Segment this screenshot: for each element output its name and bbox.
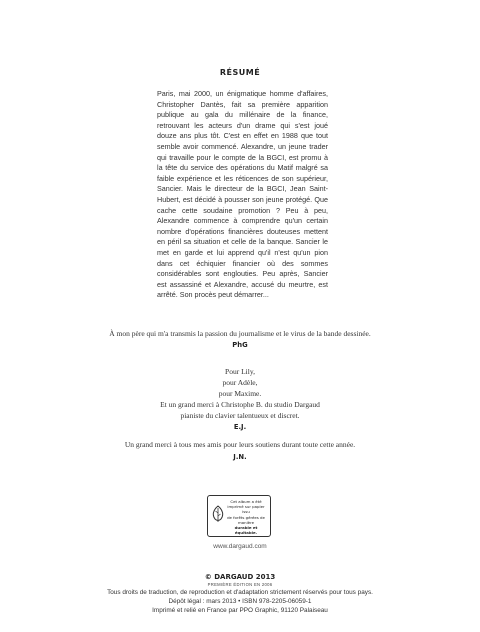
dedication-ej-line-3: pour Maxime. bbox=[218, 389, 262, 398]
website-url: www.dargaud.com bbox=[213, 543, 267, 550]
dedication-phg: À mon père qui m'a transmis la passion du journalisme et le virus de la bande dessinée. bbox=[109, 329, 371, 338]
dedication-jn: Un grand merci à tous mes amis pour leurs soutiens durant toute cette année. bbox=[124, 440, 356, 449]
eco-label-text: Cet album a été imprimé sur papier issu de forêts gérées de manière durable et équitable. bbox=[227, 499, 265, 536]
legal-deposit: Dépôt légal : mars 2013 • ISBN 978-2205-06059-1 bbox=[168, 598, 312, 605]
eco-label bbox=[207, 495, 271, 537]
signature-ej: E.J. bbox=[233, 423, 247, 431]
dedication-ej-line-2: pour Adèle, bbox=[222, 378, 258, 387]
legal-printer: Imprimé et relié en France par PPO Graphic, 91120 Palaiseau bbox=[152, 607, 328, 614]
legal-rights: Tous droits de traduction, de reproduction et d'adaptation strictement réservés pour tous pays. bbox=[107, 589, 373, 596]
dedication-ej-line-5: pianiste du clavier talentueux et discret. bbox=[180, 411, 300, 420]
resume-title: RÉSUMÉ bbox=[219, 68, 261, 77]
first-edition: PREMIÈRE ÉDITION EN 2006 bbox=[207, 582, 273, 587]
dedication-ej-line-1: Pour Lily, bbox=[225, 367, 255, 376]
dedication-ej-line-4: Et un grand merci à Christophe B. du studio Dargaud bbox=[160, 400, 320, 409]
signature-jn: J.N. bbox=[233, 453, 247, 461]
publisher-copyright: © DARGAUD 2013 bbox=[204, 573, 276, 581]
resume-text: Paris, mai 2000, un énigmatique homme d'affaires, Christopher Dantès, fait sa première apparition publique au gala du millénaire de la finance, retrouvant les acteurs d'un drame qui s'est joué douze ans plus tôt. C'est en effet en 1988 que tout semble avoir commencé. Alexandre, un jeune trader qui travaille pour le compte de la BGCI, est promu à la tête du service des opérations du Matif malgré sa faible expérience et les réticences de son supérieur, Sancier. Mais le directeur de la BGCI, Jean Saint-Hubert, est décidé à pousser son jeune protégé. Que cache cette soudaine promotion ? Peu à peu, Alexandre commence à comprendre qu'un certain nombre d'opérations financières douteuses mettent en péril sa situation et celle de la banque. Sancier le met en garde et lui apprend qu'il n'est qu'un pion dans cet échiquier financier où des sommes considérables sont englouties. Peu après, Sancier est assassiné et Alexandre, accusé du meurtre, est arrêté. Son procès peut démarrer... bbox=[157, 89, 328, 300]
leaf-icon bbox=[211, 505, 225, 523]
signature-phg: PhG bbox=[232, 341, 248, 349]
